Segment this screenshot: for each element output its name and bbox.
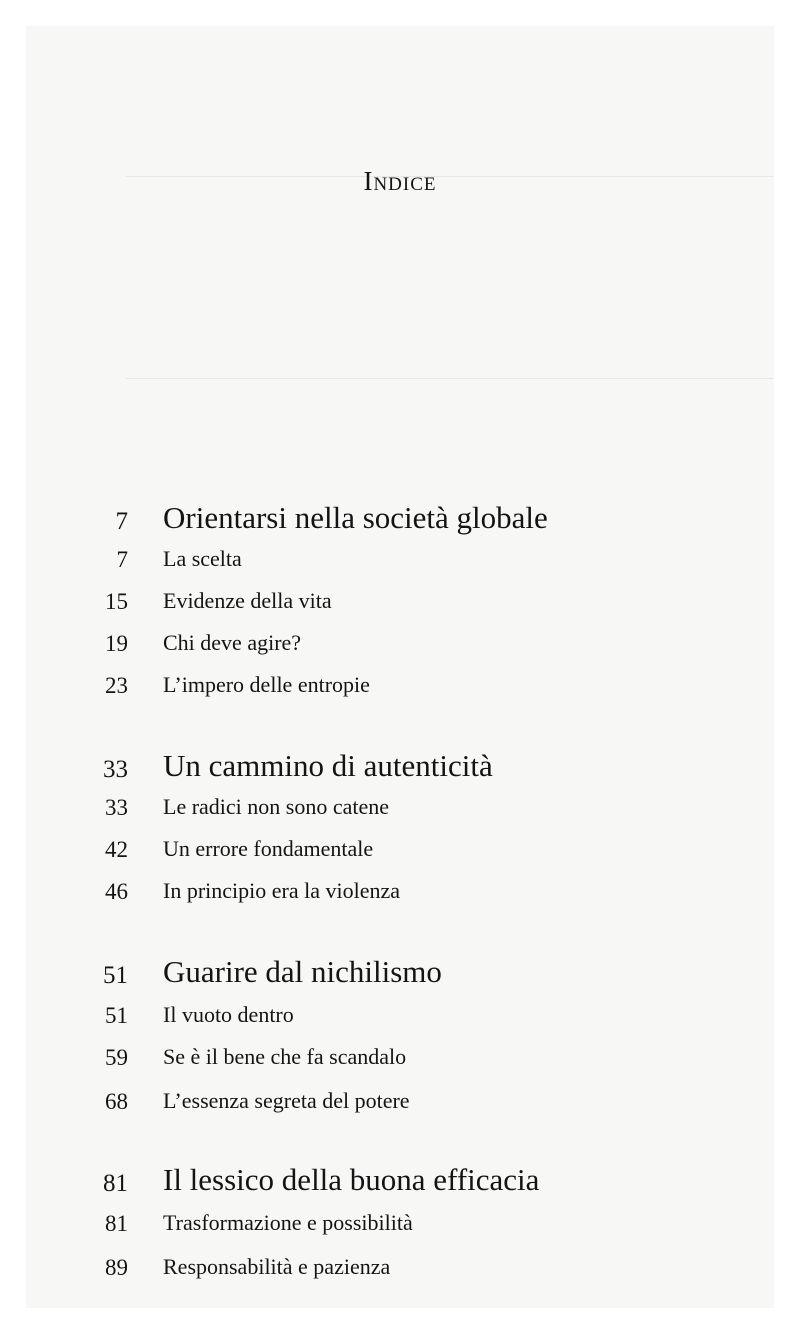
page-title: Indice [363,166,437,196]
chapter-title: Orientarsi nella società globale [163,500,548,535]
chapter-page-number: 51 [103,962,128,989]
section-title: Evidenze della vita [163,588,332,613]
chapter-page-number: 7 [115,508,128,535]
section-title: La scelta [163,546,242,571]
section-title: Chi deve agire? [163,630,302,655]
section-page-number: 23 [105,673,128,698]
section-title: Trasformazione e possibilità [163,1210,413,1235]
section-title: Responsabilità e pazienza [163,1254,391,1279]
chapter-page-number: 81 [103,1170,128,1197]
chapter-page-number: 33 [103,756,128,783]
section-page-number: 46 [105,879,128,904]
chapter-title: Un cammino di autenticità [163,748,493,783]
section-page-number: 19 [105,631,128,656]
section-page-number: 81 [105,1211,128,1236]
section-page-number: 15 [105,589,128,614]
section-page-number: 68 [105,1089,128,1114]
section-page-number: 51 [105,1003,128,1028]
section-title: Il vuoto dentro [163,1002,294,1027]
chapter-title: Il lessico della buona efficacia [163,1162,540,1197]
show-through-rule [126,378,774,379]
section-page-number: 89 [105,1255,128,1280]
section-page-number: 59 [105,1045,128,1070]
section-title: L’essenza segreta del potere [163,1088,410,1113]
section-page-number: 7 [116,547,128,572]
book-page [26,26,774,1308]
section-page-number: 42 [105,837,128,862]
section-title: Le radici non sono catene [163,794,390,819]
section-title: Un errore fondamentale [163,836,374,861]
chapter-title: Guarire dal nichilismo [163,954,442,989]
section-title: L’impero delle entropie [163,672,370,697]
section-page-number: 33 [105,795,128,820]
section-title: Se è il bene che fa scandalo [163,1044,407,1069]
section-title: In principio era la violenza [163,878,401,903]
